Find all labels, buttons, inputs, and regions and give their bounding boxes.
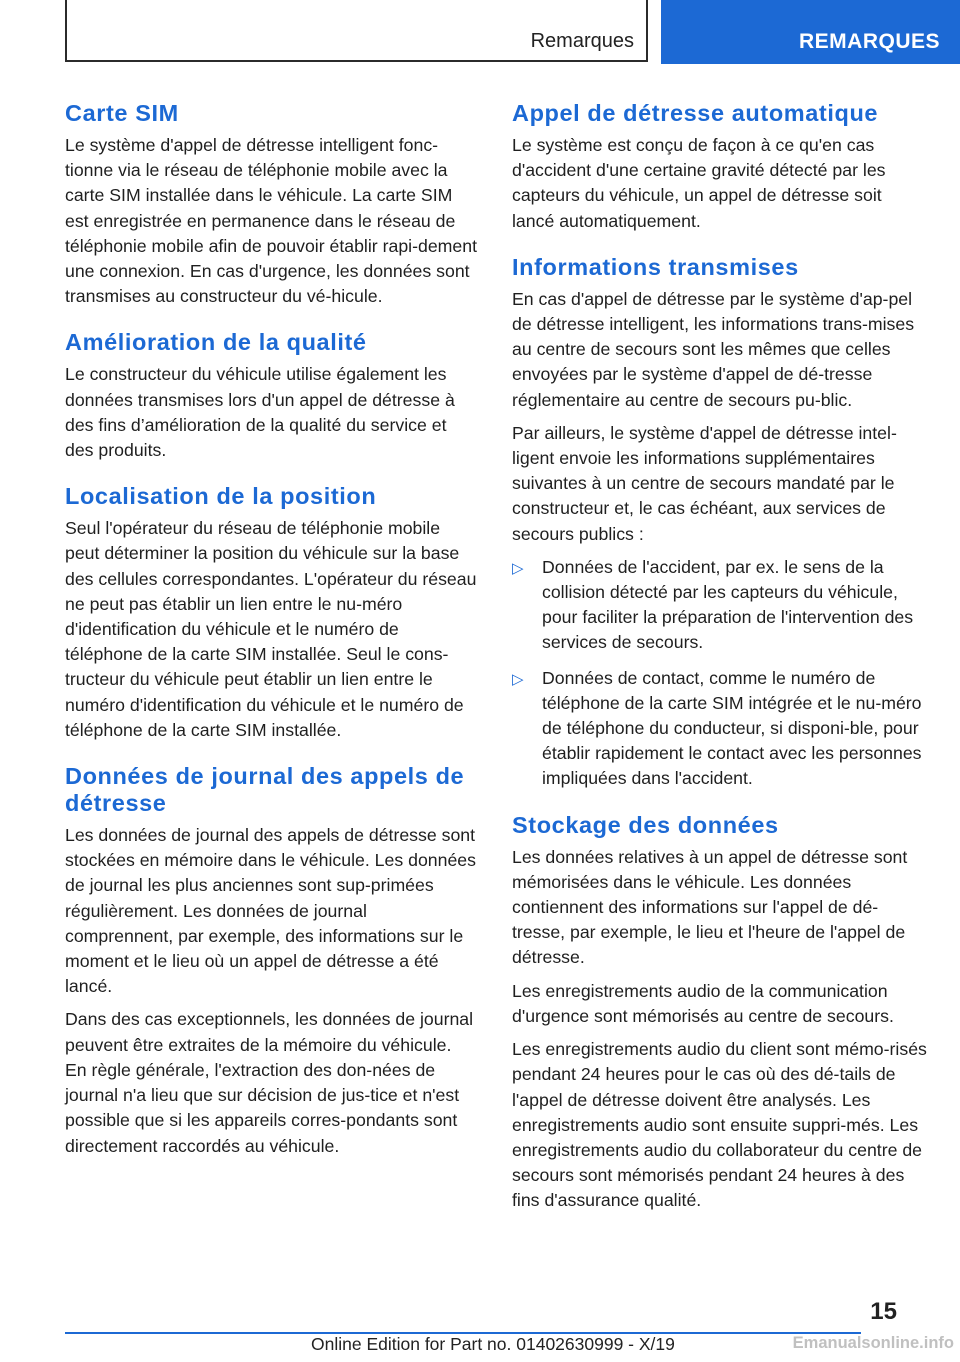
paragraph: Le système est conçu de façon à ce qu'en cas d'accident d'une certaine gravité détecté par les capteurs du véhicule, un appel de détresse soit lancé automatiquement. [512, 135, 886, 231]
watermark-logo: Emanualsonline.info [792, 1334, 954, 1352]
right-column [512, 100, 927, 1234]
section-log-data [65, 763, 477, 1159]
header-bar [65, 0, 648, 62]
list-item [512, 555, 927, 656]
edition-note: Online Edition for Part no. 01402630999 - X/19 [311, 1334, 675, 1354]
section-heading: Stockage des données [512, 811, 779, 838]
paragraph: Le système d'appel de détresse intelligent fonc-tionne via le réseau de téléphonie mobile avec la carte SIM installée dans le véhicule. La carte SIM est enregistrée en permanence dans le réseau de téléphonie mobile afin de pouvoir établir rapi-dement une connexion. En cas d'urgence, les données sont transmises au constructeur du vé-hicule. [65, 135, 477, 307]
paragraph: Les enregistrements audio du client sont mémo-risés pendant 24 heures pour le cas où des dé-tails de l'appel de détresse doivent être analysés. Les enregistrements audio sont ensuite suppri-més. Les enregistrements audio du collaborateur du centre de secours sont mémorisés pendant 24 heures à des fins d'assurance qualité. [512, 1039, 927, 1211]
section-heading: Amélioration de la qualité [65, 329, 367, 356]
paragraph: Dans des cas exceptionnels, les données de journal peuvent être extraites de la mémoire du véhicule. En règle générale, l'extraction des don-nées de journal n'a lieu que sur décision de jus-tice et n'est possible que si les appareils corres-pondants sont directement raccordés au véhicule. [65, 1009, 474, 1156]
section-heading: Localisation de la position [65, 483, 377, 510]
paragraph: Seul l'opérateur du réseau de téléphonie mobile peut déterminer la position du véhicule sur la base des cellules correspondantes. L'opérateur du réseau ne peut pas établir un lien entre le nu-méro d'identification du véhicule et le numéro de téléphone de la carte SIM installée. Seul le cons-tructeur du véhicule peut établir un lien entre le numéro d'identification du véhicule et le numéro de téléphone de la carte SIM installée. [65, 518, 477, 740]
paragraph: Par ailleurs, le système d'appel de détresse intel-ligent envoie les informations supplémentaires suivantes à un centre de secours mandaté par le constructeur et, le cas échéant, aux services de secours publics : [512, 422, 897, 544]
list-item [512, 666, 927, 792]
list-item-text: Données de contact, comme le numéro de téléphone de la carte SIM intégrée et le nu-méro de téléphone du conducteur, si disponi-ble, pour établir rapidement le contact avec les personnes impliquées dans l'accident. [542, 667, 922, 789]
section-localisation [65, 483, 477, 743]
left-column [65, 100, 477, 1179]
bullet-list [512, 555, 927, 792]
list-item-text: Données de l'accident, par ex. le sens de la collision détecté par les capteurs du véhicule, pour faciliter la préparation de l'intervention des services de secours. [542, 556, 914, 653]
section-heading: Appel de détresse automatique [512, 100, 879, 126]
triangle-bullet-icon: ▷ [512, 670, 524, 688]
section-sim-card [65, 100, 477, 309]
section-transmitted-info [512, 254, 927, 792]
section-title: Remarques [530, 30, 634, 52]
section-heading: Informations transmises [512, 253, 799, 280]
section-data-storage [512, 812, 927, 1214]
section-quality [65, 329, 477, 463]
paragraph: Les données de journal des appels de détresse sont stockées en mémoire dans le véhicule. Les données de journal les plus anciennes sont sup-primées régulièrement. Les données de journal comprennent, par exemple, des informations sur le moment et le lieu où un appel de détresse a été lancé. [65, 825, 476, 997]
triangle-bullet-icon: ▷ [512, 559, 524, 577]
paragraph: Les enregistrements audio de la communication d'urgence sont mémorisés au centre de secours. [512, 980, 894, 1026]
paragraph: Le constructeur du véhicule utilise également les données transmises lors d'un appel de détresse à des fins d’amélioration de la qualité du service et des produits. [65, 364, 455, 461]
section-heading: Données de journal des appels de détresse [65, 763, 465, 817]
paragraph: Les données relatives à un appel de détresse sont mémorisées dans le véhicule. Les données contiennent des informations sur l'appel de dé-tresse, par exemple, le lieu et l'heure de l'appel de détresse. [512, 846, 908, 968]
page-number: 15 [870, 1298, 897, 1325]
section-auto-call [512, 100, 927, 234]
paragraph: En cas d'appel de détresse par le système d'ap-pel de détresse intelligent, les informations trans-mises au centre de secours sont les mêmes que celles envoyées par le système d'appel de dé-tresse réglementaire au centre de secours pu-blic. [512, 288, 915, 410]
chapter-tab[interactable] [661, 0, 960, 64]
section-heading: Carte SIM [65, 100, 179, 126]
chapter-tab-label: REMARQUES [799, 30, 941, 53]
